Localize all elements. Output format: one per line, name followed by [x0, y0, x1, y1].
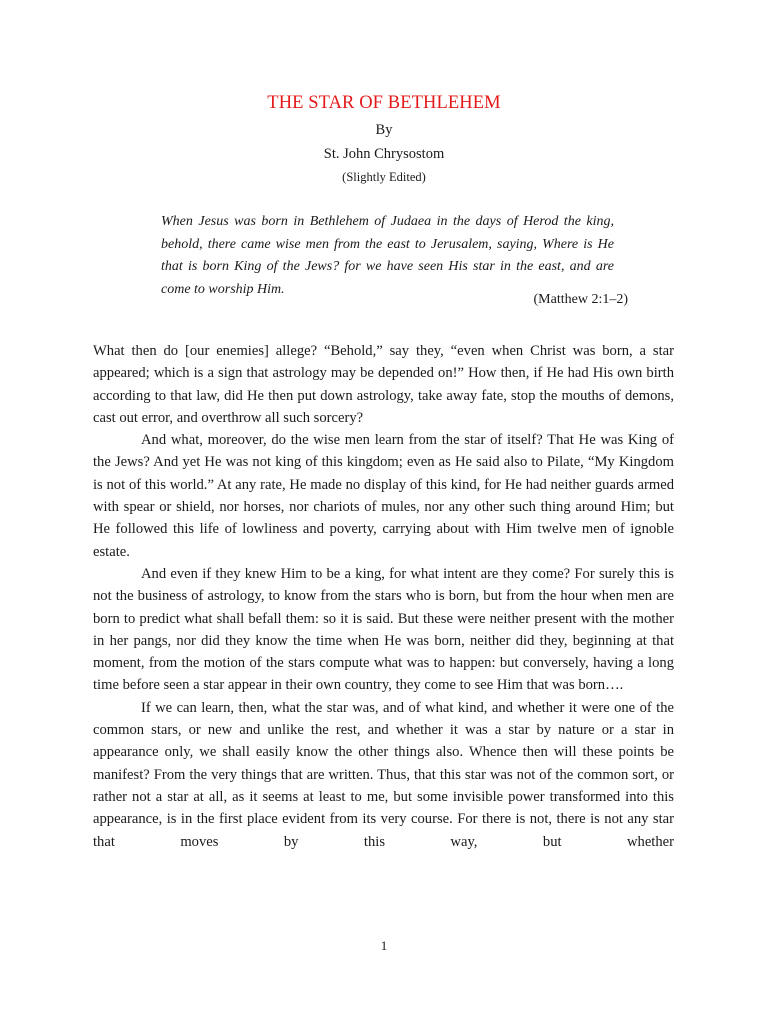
epigraph-quote: When Jesus was born in Bethlehem of Judaea in the days of Herod the king, behold, there came wise men from the east to Jerusalem, saying, Where is He that is born King of the Jews? for we have seen His star in the east, and are come to worship Him. [161, 214, 614, 297]
paragraph: And what, moreover, do the wise men learn from the star of itself? That He was King of the Jews? And yet He was not king of this kingdom; even as He said also to Pilate, “My Kingdom is not of this world.” At any rate, He made no display of this kind, for He had neither guards armed with spear or shield, nor horses, nor chariots of mules, nor any other such thing around Him; but He followed this life of lowliness and poverty, carrying about with Him twelve men of ignoble estate. [93, 432, 674, 560]
author-name: St. John Chrysostom [323, 146, 445, 162]
paragraph: What then do [our enemies] allege? “Behold,” say they, “even when Christ was born, a star appeared; which is a sign that astrology may be depended on!” How then, if He had His own birth according to that law, did He then put down astrology, take away fate, stop the mouths of demons, cast out error, and overthrow all such sorcery? [93, 343, 674, 426]
paragraph: And even if they knew Him to be a king, for what intent are they come? For surely this is not the business of astrology, to know from the stars who is born, but from the hour when men are born to predict what shall befall them: so it is said. But these were neither present with the mother in her pangs, nor did they know the time when He was born, neither did they, beginning at that moment, from the motion of the stars compute what was to happen: but conversely, having a long time before seen a star appear in their own country, they come to see Him that was born…. [93, 565, 674, 694]
epigraph-citation: (Matthew 2:1–2) [533, 292, 628, 307]
document-title: THE STAR OF BETHLEHEM [267, 93, 501, 113]
byline-by: By [375, 122, 393, 138]
paragraph: If we can learn, then, what the star was, and of what kind, and whether it were one of the common stars, or new and unlike the rest, and whether it was a star by nature or a star in appearance only, we shall easily know the other things also. Whence then will these points be manifest? From the very things that are written. Thus, that this star was not of the common sort, or rather not a star at all, as it seems at least to me, but some invisible power transformed into this appearance, is in the first place evident from its very course. For there is not, there is not any star that moves by this way, but whether [93, 699, 674, 850]
body-text [93, 340, 674, 853]
edition-note: (Slightly Edited) [342, 170, 426, 184]
page-number: 1 [380, 938, 388, 953]
